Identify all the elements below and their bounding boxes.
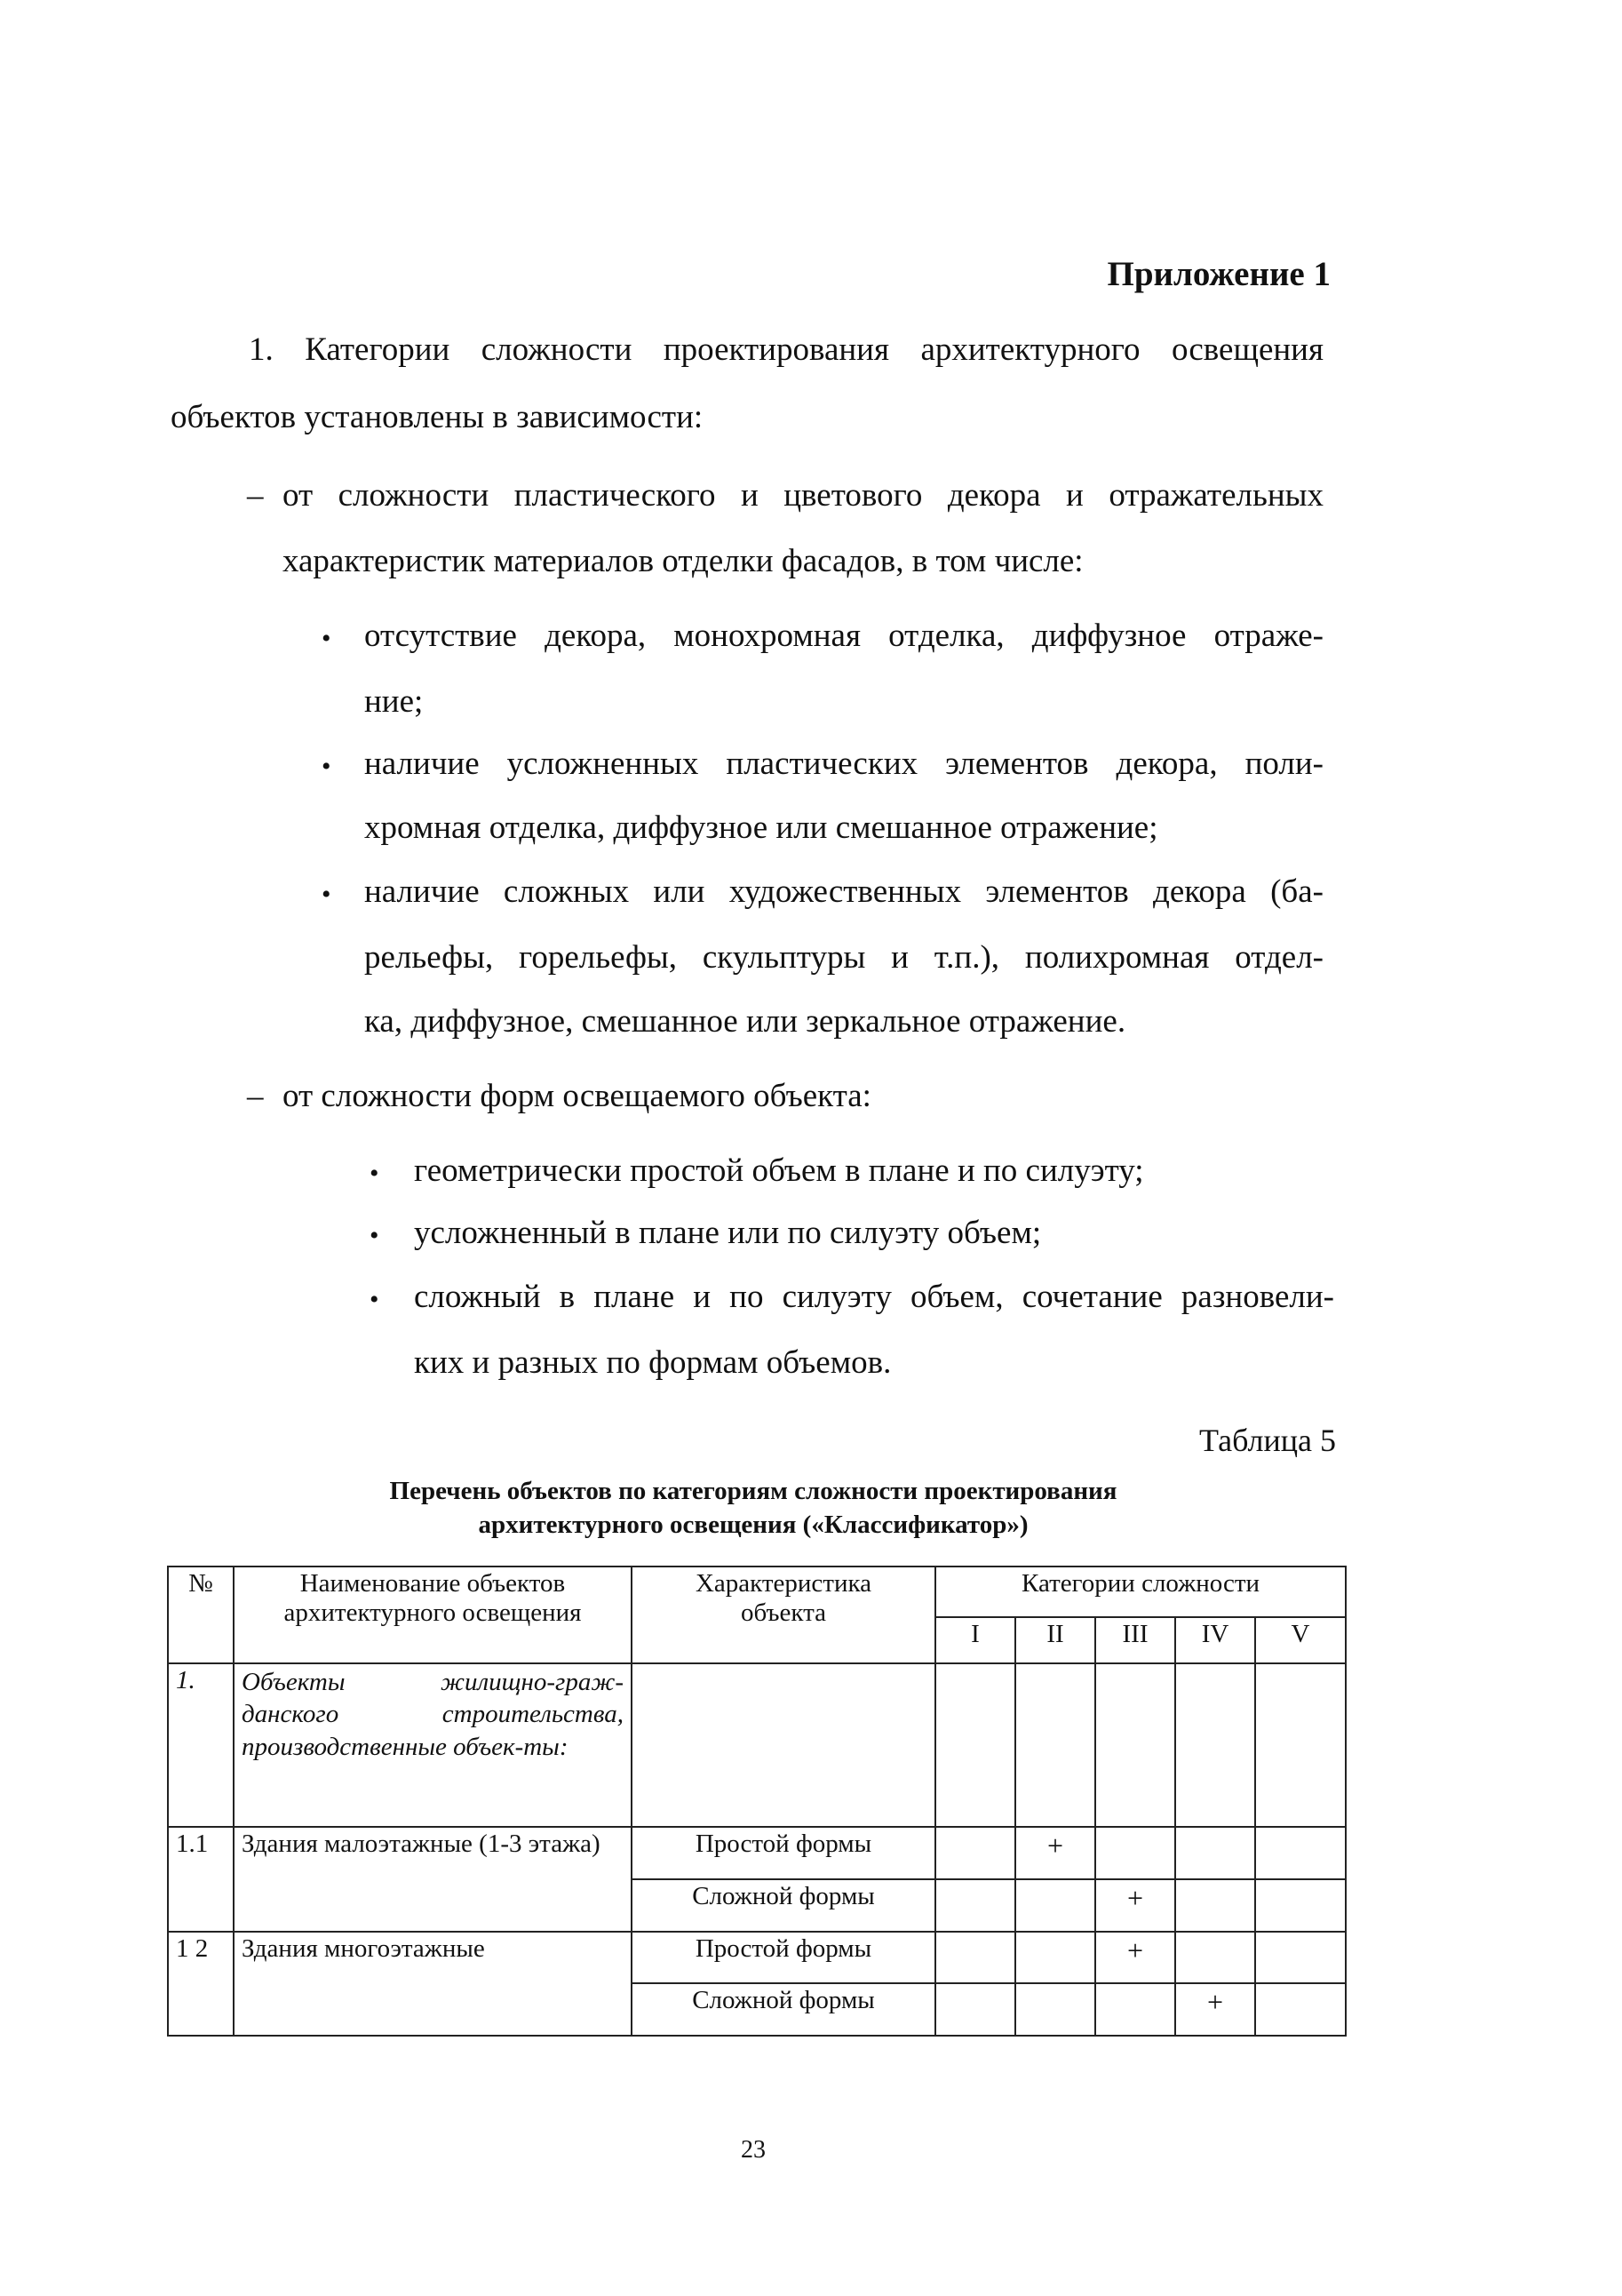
section-name: Объекты жилищно-граж-данского строительства, производственные объек-ты: <box>234 1663 632 1827</box>
row-characteristic: Простой формы <box>632 1932 935 1984</box>
header-cat-IV: IV <box>1175 1617 1255 1664</box>
row-characteristic: Сложной формы <box>632 1879 935 1932</box>
mark-cell <box>1095 1827 1175 1879</box>
empty-cell <box>935 1663 1015 1827</box>
mark-cell: + <box>1015 1827 1095 1879</box>
header-cat-I: I <box>935 1617 1015 1664</box>
section2-dash: – <box>247 1078 264 1114</box>
row-characteristic: Сложной формы <box>632 1983 935 2036</box>
header-char-line-1: Характеристика <box>695 1569 872 1598</box>
mark-cell <box>935 1879 1015 1932</box>
s1-bullet-3-line-1: наличие сложных или художественных элементов декора (ба- <box>364 873 1324 910</box>
empty-cell <box>1095 1663 1175 1827</box>
bullet-icon: • <box>370 1159 379 1188</box>
row-characteristic: Простой формы <box>632 1827 935 1879</box>
table-row <box>168 1827 1346 1879</box>
header-name-line-2: архитектурного освещения <box>283 1598 582 1627</box>
mark-cell <box>1255 1983 1346 2036</box>
mark-cell <box>935 1827 1015 1879</box>
s2-bullet-3-line-1: сложный в плане и по силуэту объем, сочетание разновели- <box>414 1279 1334 1315</box>
mark-cell <box>1095 1983 1175 2036</box>
header-cat-III: III <box>1095 1617 1175 1664</box>
mark-cell <box>935 1932 1015 1984</box>
intro-line-1: 1. Категории сложности проектирования архитектурного освещения <box>249 331 1324 368</box>
empty-cell <box>632 1663 935 1827</box>
row-num: 1.1 <box>168 1827 234 1931</box>
table-title-line-2: архитектурного освещения («Классификатор») <box>478 1511 1029 1539</box>
header-num: № <box>168 1567 234 1663</box>
s1-bullet-2-line-2: хромная отделка, диффузное или смешанное отражение; <box>364 809 1158 846</box>
header-char-line-2: объекта <box>740 1598 826 1627</box>
header-categories: Категории сложности <box>935 1567 1346 1617</box>
s2-bullet-2: усложненный в плане или по силуэту объем; <box>414 1215 1042 1251</box>
table-title-line-1: Перечень объектов по категориям сложности проектирования <box>389 1477 1117 1505</box>
empty-cell <box>1015 1663 1095 1827</box>
bullet-icon: • <box>370 1221 379 1250</box>
section2-line-1: от сложности форм освещаемого объекта: <box>282 1078 871 1114</box>
mark-cell <box>1015 1932 1095 1984</box>
header-cat-V: V <box>1255 1617 1346 1664</box>
bullet-icon: • <box>322 880 331 909</box>
mark-cell: + <box>1095 1879 1175 1932</box>
appendix-title: Приложение 1 <box>1107 255 1331 293</box>
s1-bullet-3-line-2: рельефы, горельефы, скульптуры и т.п.), полихромная отдел- <box>364 939 1324 976</box>
header-characteristic <box>632 1567 935 1663</box>
intro-line-2: объектов установлены в зависимости: <box>171 399 704 435</box>
mark-cell <box>1175 1879 1255 1932</box>
header-name <box>234 1567 632 1663</box>
bullet-icon: • <box>322 624 331 653</box>
row-name: Здания малоэтажные (1-3 этажа) <box>234 1827 632 1931</box>
row-num: 1 2 <box>168 1932 234 2036</box>
s2-bullet-1: геометрически простой объем в плане и по силуэту; <box>414 1152 1144 1189</box>
mark-cell <box>1175 1827 1255 1879</box>
s1-bullet-1-line-1: отсутствие декора, монохромная отделка, диффузное отраже- <box>364 618 1324 654</box>
table-label: Таблица 5 <box>1199 1423 1336 1458</box>
mark-cell: + <box>1095 1932 1175 1984</box>
mark-cell <box>1255 1827 1346 1879</box>
empty-cell <box>1255 1663 1346 1827</box>
page-number: 23 <box>741 2136 766 2164</box>
mark-cell <box>1255 1932 1346 1984</box>
section-num: 1. <box>168 1663 234 1827</box>
empty-cell <box>1175 1663 1255 1827</box>
mark-cell: + <box>1175 1983 1255 2036</box>
mark-cell <box>1255 1879 1346 1932</box>
table-row <box>168 1932 1346 1984</box>
s1-bullet-3-line-3: ка, диффузное, смешанное или зеркальное отражение. <box>364 1003 1126 1040</box>
section1-dash: – <box>247 477 264 514</box>
header-cat-II: II <box>1015 1617 1095 1664</box>
mark-cell <box>1015 1879 1095 1932</box>
mark-cell <box>935 1983 1015 2036</box>
s1-bullet-1-line-2: ние; <box>364 683 424 720</box>
bullet-icon: • <box>322 752 331 781</box>
section1-line-1: от сложности пластического и цветового декора и отражательных <box>282 477 1324 514</box>
mark-cell <box>1175 1932 1255 1984</box>
header-name-line-1: Наименование объектов <box>299 1569 566 1598</box>
s1-bullet-2-line-1: наличие усложненных пластических элементов декора, поли- <box>364 745 1324 782</box>
bullet-icon: • <box>370 1285 379 1314</box>
mark-cell <box>1015 1983 1095 2036</box>
section1-line-2: характеристик материалов отделки фасадов, в том числе: <box>282 543 1084 579</box>
classifier-table <box>167 1566 1347 2037</box>
table-section-row <box>168 1663 1346 1827</box>
s2-bullet-3-line-2: ких и разных по формам объемов. <box>414 1344 892 1381</box>
row-name: Здания многоэтажные <box>234 1932 632 2036</box>
